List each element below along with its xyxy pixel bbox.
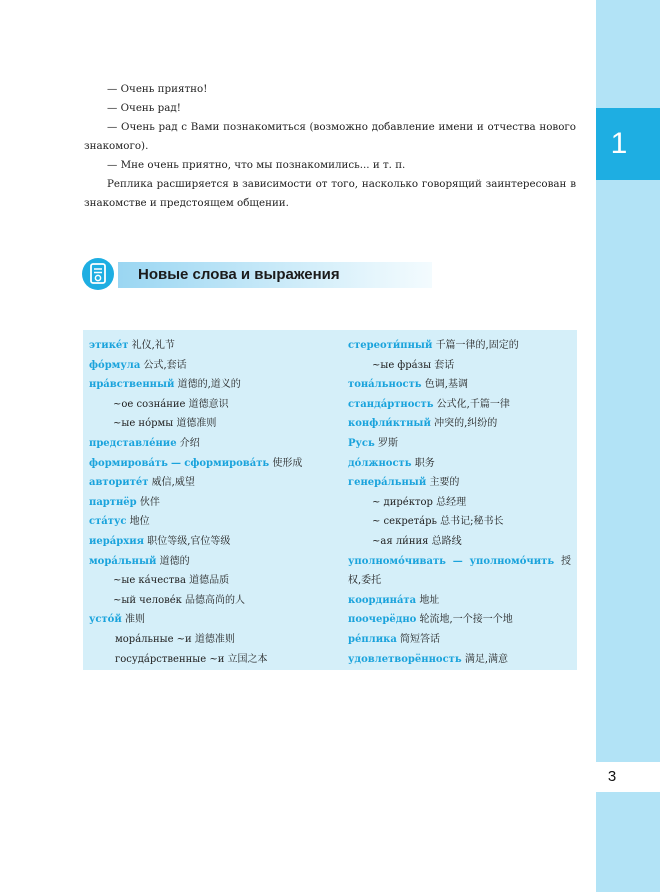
headword: ста́тус — [89, 516, 127, 528]
vocab-entry — [348, 434, 571, 454]
translation: 地址 — [419, 594, 440, 606]
vocab-example: госуда́рственные ~и 立国之本 — [115, 653, 268, 665]
translation: 伙伴 — [139, 496, 160, 508]
vocab-entry — [348, 591, 571, 611]
intro-text — [84, 80, 576, 213]
headword: стереоти́пный — [348, 340, 433, 351]
headword-pair: уполномо́чить — [469, 555, 555, 567]
headword: этике́т — [89, 340, 129, 351]
section-title: Новые слова и выражения — [138, 266, 340, 283]
vocab-entry — [89, 375, 337, 395]
translation: 职位等级,官位等级 — [147, 535, 231, 547]
vocab-example: ~ дире́ктор 总经理 — [372, 496, 467, 508]
headword: мора́льный — [89, 555, 157, 567]
vocab-example: ~ые ка́чества 道德品质 — [113, 575, 230, 587]
page-number-label: 3 — [607, 768, 617, 785]
headword: усто́й — [89, 614, 122, 626]
headword: генера́льный — [348, 477, 427, 489]
translation: 轮流地,一个接一个地 — [419, 614, 513, 626]
dialogue-line: — Очень приятно! — [107, 83, 208, 95]
vocab-entry — [348, 336, 571, 356]
translation: 千篇一律的,固定的 — [435, 340, 519, 351]
vocab-example: ~ое созна́ние 道德意识 — [113, 398, 229, 410]
headword: формирова́ть — [89, 457, 168, 469]
translation: 罗斯 — [377, 437, 398, 449]
vocab-entry — [89, 434, 337, 454]
dialogue-line: — Мне очень приятно, что мы познакомились... и т. п. — [107, 159, 406, 171]
headword: станда́ртность — [348, 398, 434, 410]
document-icon — [82, 258, 114, 290]
headword-pair: сформирова́ть — [184, 457, 270, 469]
vocab-example: ~ые но́рмы 道德准则 — [113, 418, 217, 430]
translation: 威信,威望 — [151, 477, 195, 489]
translation: 职务 — [414, 457, 435, 469]
headword: иера́рхия — [89, 535, 145, 547]
vocab-entry — [348, 414, 571, 434]
vocab-entry — [89, 552, 337, 572]
headword: удовлетворённость — [348, 653, 462, 665]
headword: авторите́т — [89, 477, 149, 489]
vocab-entry — [348, 610, 571, 630]
vocab-entry — [89, 532, 337, 552]
vocabulary-column-left — [89, 336, 337, 669]
intro-paragraph: Реплика расширяется в зависимости от того, насколько говорящий заинтересован в знакомстве и предстоящем общении. — [84, 178, 576, 209]
dialogue-line: — Очень рад с Вами познакомиться (возможно добавление имени и отчества нового знакомого). — [84, 121, 576, 152]
vocab-example: ~ секрета́рь 总书记;秘书长 — [372, 516, 504, 528]
vocab-entry — [348, 552, 571, 591]
chapter-number: 1 — [610, 127, 628, 160]
vocab-entry — [348, 454, 571, 474]
vocab-entry — [89, 454, 337, 474]
vocab-entry — [89, 512, 337, 532]
vocabulary-box — [83, 330, 577, 670]
headword: уполномо́чивать — [348, 555, 446, 567]
headword: поочерёдно — [348, 614, 417, 626]
headword: ре́плика — [348, 633, 397, 645]
vocab-entry — [89, 610, 337, 630]
vocab-entry — [89, 493, 337, 513]
aspect-dash: — — [452, 555, 463, 567]
headword: партнёр — [89, 496, 137, 508]
translation: 满足,满意 — [464, 653, 509, 665]
translation: 冲突的,纠纷的 — [434, 418, 498, 430]
headword: фо́рмула — [89, 359, 141, 371]
translation: 授权,委托 — [348, 555, 571, 587]
headword: Русь — [348, 437, 375, 449]
headword: до́лжность — [348, 457, 412, 469]
headword: нра́вственный — [89, 379, 175, 391]
translation: 公式化,千篇一律 — [436, 398, 510, 410]
vocabulary-column-right — [348, 336, 571, 669]
vocab-example: ~ая ли́ния 总路线 — [372, 535, 462, 547]
translation: 简短答话 — [400, 633, 441, 645]
vocab-entry — [348, 375, 571, 395]
vocab-entry — [348, 650, 571, 670]
translation: 主要的 — [429, 477, 460, 489]
translation: 道德的,道义的 — [177, 379, 241, 391]
vocab-entry — [89, 356, 337, 376]
headword: тона́льность — [348, 379, 422, 391]
translation: 公式,套话 — [143, 359, 187, 371]
chapter-tab — [596, 108, 660, 180]
translation: 礼仪,礼节 — [131, 340, 175, 351]
translation: 介绍 — [179, 437, 200, 449]
aspect-dash: — — [171, 457, 182, 469]
vocab-entry — [348, 395, 571, 415]
translation: 地位 — [129, 516, 150, 528]
section-header — [82, 254, 432, 294]
vocab-example: ~ые фра́зы 套话 — [372, 359, 455, 371]
translation: 道德的 — [159, 555, 190, 567]
translation: 使形成 — [272, 457, 303, 469]
headword: конфли́ктный — [348, 418, 431, 430]
translation: 色调,基调 — [424, 379, 468, 391]
headword: координа́та — [348, 594, 417, 606]
vocab-entry — [348, 473, 571, 493]
vocab-example: мора́льные ~и 道德准则 — [115, 633, 235, 645]
page-number — [596, 762, 660, 792]
vocab-entry — [348, 630, 571, 650]
translation: 准则 — [124, 614, 145, 626]
vocab-entry — [89, 336, 337, 356]
vocab-example: ~ый челове́к 品德高尚的人 — [113, 594, 246, 606]
headword: представле́ние — [89, 437, 177, 449]
dialogue-line: — Очень рад! — [107, 102, 181, 114]
vocab-entry — [89, 473, 337, 493]
